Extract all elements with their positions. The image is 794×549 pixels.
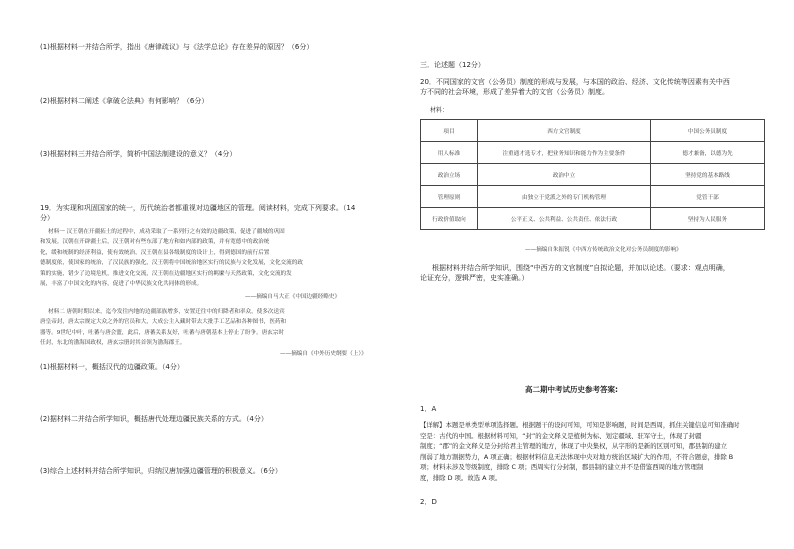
table-cell: 由独立于党派之外的专门机构管理 [478, 186, 651, 208]
material-2-source: ——摘编自《中外历史纲要（上）》 [280, 351, 367, 357]
material-2-line: 器等。9世纪中叶，吐蕃与唐会盟，此后，唐蕃关系友好，吐蕃与唐朝基本上停止了纷争。唐玄宗时 [40, 329, 285, 336]
table-cell: 政治立场 [421, 164, 478, 186]
table-cell: 政治中立 [478, 164, 651, 186]
material-label: 材料： [430, 107, 449, 114]
question-20-line-1: 20．不同国家的文官（公务员）制度的形成与发展，与本国的政治、经济、文化传统等因素有关中西 [420, 78, 730, 86]
material-1-line: 材料一 汉王朝在开疆拓土的过程中，成功采取了一系列行之有效的边疆政策，促进了疆域的巩固 [48, 229, 285, 235]
explanation-line: 空是：古代的中国。根据材料可知，“封”的金文释义是植树为标、划定疆域、驻军守土，体现了封疆 [420, 431, 702, 440]
question-2: (2)根据材料二阐述《拿破仑法典》有何影响？（6分） [40, 97, 209, 105]
material-1-line: 和发展。汉朝在开辟疆土后，汉王朝对有些东部了地方和如内部的政策，并有宽德中的政治统 [40, 239, 270, 246]
sub-question-1: (1)根据材料一，概括汉代的边疆政策。（4分） [40, 363, 184, 371]
table-cell: 管理原则 [421, 186, 478, 208]
table-source: ——摘编自朱振锐《中西方传统政治文化对公务员制度的影响》 [525, 247, 682, 253]
material-1-line: 化，缓和统制的经济利益，使有效统治，汉王朝在县各级制度的设计上，得到德国的前行后置 [40, 249, 270, 256]
material-2 [40, 307, 390, 349]
explanation-line: 削弱了地方割据势力，A 项正确；根据材料信息无法体现中央对地方统治区域扩大的作用，不符合题意，排除 B [420, 452, 734, 461]
table-row [421, 164, 765, 186]
explanation-line: 制度；“郡”的金文释义是分封给君主管理的地方，体现了中央集权，从字形的是新的区别可知，郡县制的建立 [420, 442, 727, 450]
answer-1: 1．A [420, 405, 437, 413]
explanation-line: 项；材料未涉及等级制度，排除 C 项；西周实行分封制，郡县制的建立并不是借鉴西周的地方管理制 [420, 463, 704, 471]
section-title: 三．论述题（12分） [420, 61, 485, 69]
task-line-1: 根据材料并结合所学知识，围绕“中西方的文官制度”自拟论题，并加以论述。（要求：观点明确， [432, 264, 730, 272]
table-header-row [421, 120, 765, 142]
table-row [421, 186, 765, 208]
answer-2: 2．D [420, 498, 437, 506]
table-cell: 坚持党的基本路线 [651, 164, 765, 186]
material-2-line: 唐皇帝封，唐太宗规定大众之外的官员和大，大成公主入藏时带去大批手工艺品和各种图书，医药和 [40, 319, 287, 326]
answer-1-explanation [420, 420, 765, 483]
table-cell: 公平正义、公共利益、公共责任、依法行政 [478, 208, 651, 230]
explanation-line: 【详解】本题是单类型单项选择题。根据题干的设问可知，可知是影响题，时间是西周，抓住关键信息可知准确时 [420, 421, 740, 429]
table-cell: 坚持为人民服务 [651, 208, 765, 230]
material-2-line: 任封，东北的渤海国政权，唐玄宗册封其首领为渤海郡王。 [40, 340, 186, 347]
answer-title: 高二期中考试历史参考答案: [525, 385, 618, 394]
material-1-line: 德制度依，使国家的统治，了汉民族的强化，汉王朝将中国统治地区实行的民族与文化发展，文化交流的政 [40, 260, 303, 267]
comparison-table [420, 119, 765, 230]
table-row [421, 142, 765, 164]
question-1: (1)根据材料一并结合所学，指出《唐律疏议》与《法学总论》存在差异的原因？（6分） [40, 43, 314, 51]
table-cell: 用人标准 [421, 142, 478, 164]
table-cell: 党管干部 [651, 186, 765, 208]
table-header-cell: 中国公务员制度 [651, 120, 765, 142]
question-19-line-2: 分） [40, 214, 54, 222]
material-1-line: 策的实施，错少了边境危机，推进文化交流，汉王朝在边疆地区实行的羁縻与天然政策，文化交流的发 [40, 270, 292, 277]
material-2-line: 材料二 唐朝时期以来，迄今发往内地的边疆部族增多，安置迁往中的归降者和率众，使多次送宾 [48, 309, 285, 315]
question-3: (3)根据材料三并结合所学，简析中国法制建设的意义？（4分） [40, 150, 237, 158]
explanation-line: 度，排除 D 项。故选 A 项。 [420, 473, 502, 482]
material-1-source: ——摘编自马大正《中国边疆经略史》 [245, 294, 341, 300]
table-header-cell: 项目 [421, 120, 478, 142]
question-19-line-1: 19．为实现和巩固国家的统一，历代统治者都重视对边疆地区的管理。阅读材料，完成下列要求。（14 [40, 204, 356, 212]
table-cell: 行政价值取向 [421, 208, 478, 230]
table-cell: 德才兼备，以德为先 [651, 142, 765, 164]
question-20-line-2: 方不同的社会环境，形成了差异着大的文官（公务员）制度。 [420, 88, 609, 96]
table-cell: 注重通才选专才，把业务知识和能力作为主要条件 [478, 142, 651, 164]
material-1-line: 展，丰富了中国文化的内容，促进了中华民族文化共同体的形成。 [40, 281, 203, 288]
material-1 [40, 227, 390, 289]
sub-question-2: (2)据材料二并结合所学知识，概括唐代处理边疆民族关系的方式。（4分） [40, 415, 268, 423]
task-line-2: 论证充分，逻辑严密，史实准确。） [420, 274, 529, 282]
sub-question-3: (3)综合上述材料并结合所学知识，归纳汉唐加强边疆管理的积极意义。（6分） [40, 467, 282, 475]
table-row [421, 208, 765, 230]
table-header-cell: 西方文官制度 [478, 120, 651, 142]
